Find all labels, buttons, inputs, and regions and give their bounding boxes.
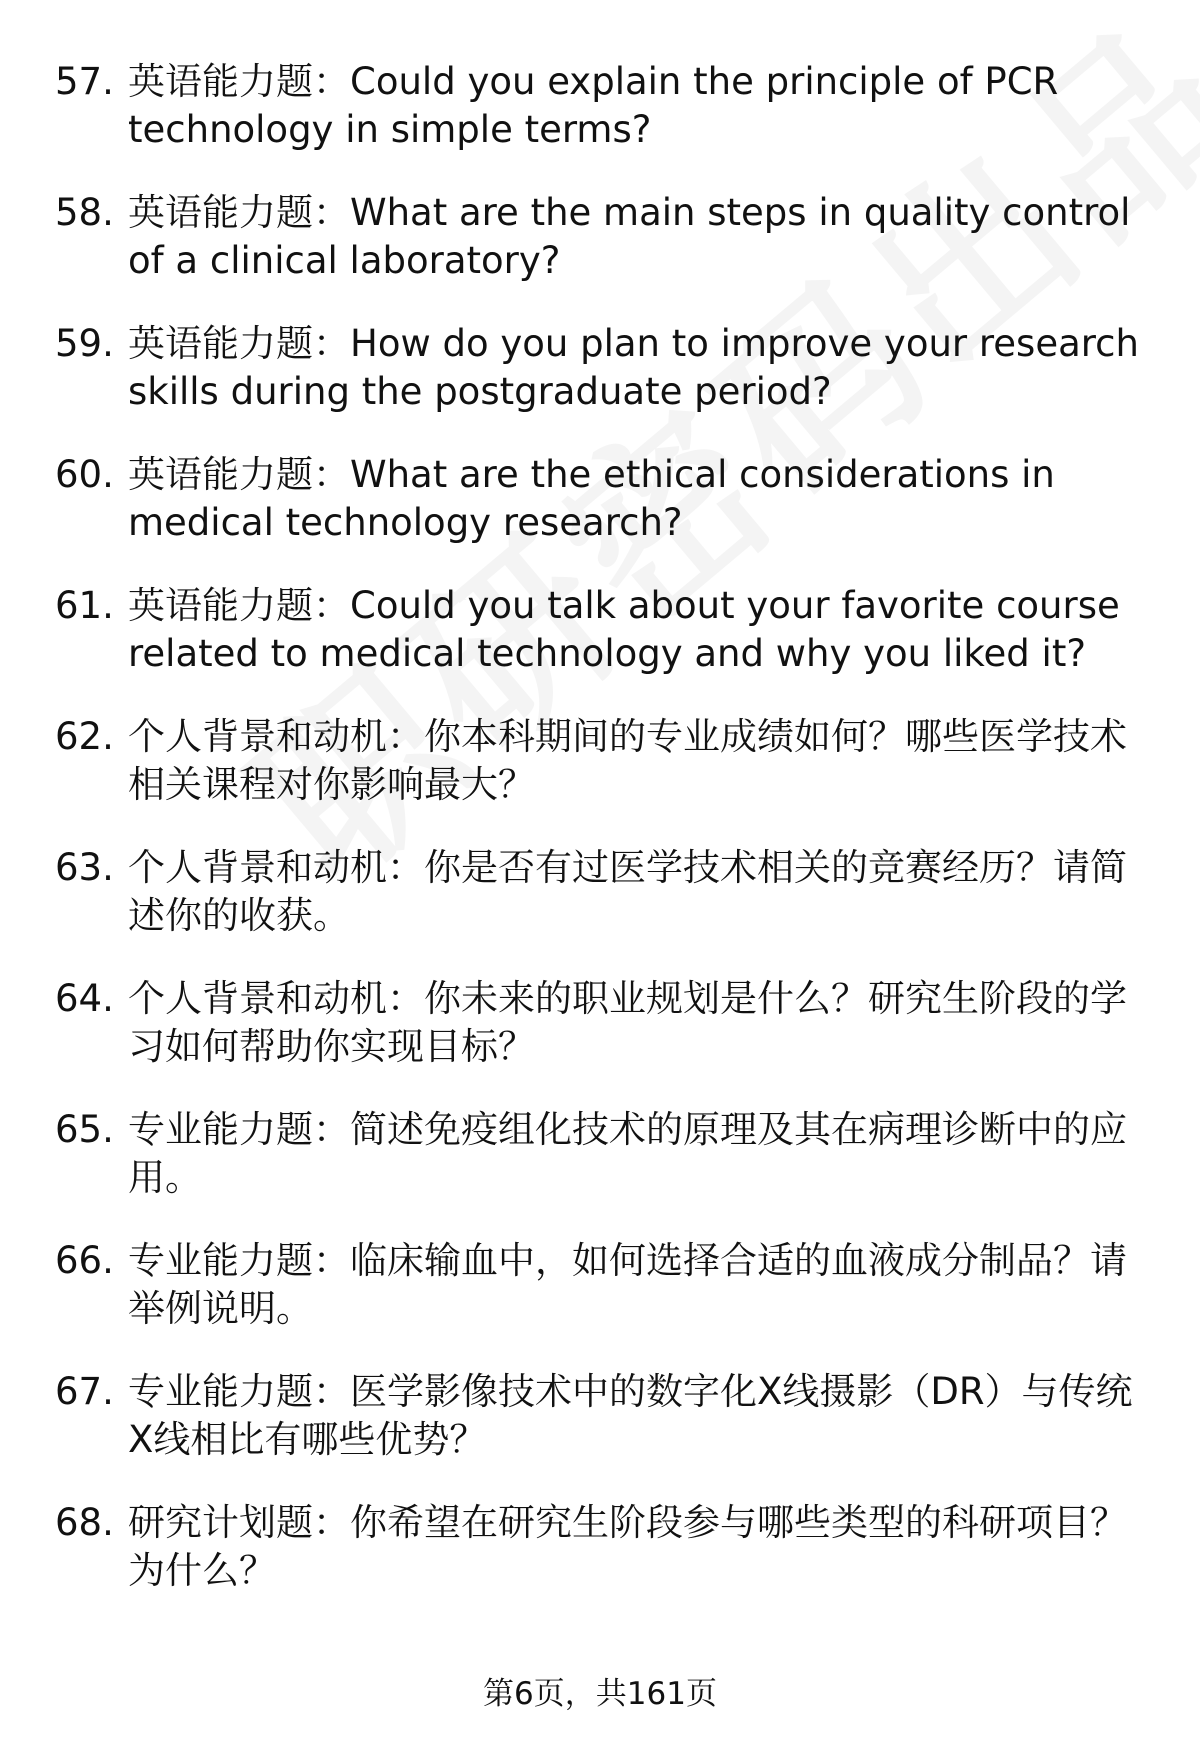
- question-text: 英语能力题：What are the main steps in quality control of a clinical laboratory?: [128, 191, 1131, 282]
- question-text: 专业能力题：医学影像技术中的数字化X线摄影（DR）与传统X线相比有哪些优势？: [128, 1370, 1133, 1461]
- question-text: 个人背景和动机：你是否有过医学技术相关的竞赛经历？请简述你的收获。: [128, 846, 1127, 937]
- question-item: [55, 1106, 1145, 1202]
- question-list: [55, 58, 1145, 1630]
- question-item: [55, 713, 1145, 809]
- question-number: 58.: [55, 191, 114, 234]
- question-number: 66.: [55, 1239, 114, 1282]
- question-number: 68.: [55, 1501, 114, 1544]
- question-item: [55, 189, 1145, 285]
- question-text: 专业能力题：简述免疫组化技术的原理及其在病理诊断中的应用。: [128, 1108, 1127, 1199]
- page-footer: 第6页，共161页: [483, 1676, 717, 1712]
- question-item: [55, 1499, 1145, 1595]
- question-text: 英语能力题：What are the ethical considerations in medical technology research?: [128, 453, 1055, 544]
- question-number: 57.: [55, 60, 114, 103]
- question-number: 59.: [55, 322, 114, 365]
- question-item: [55, 582, 1145, 678]
- question-item: [55, 1237, 1145, 1333]
- question-item: [55, 844, 1145, 940]
- question-item: [55, 1368, 1145, 1464]
- question-item: [55, 451, 1145, 547]
- question-number: 67.: [55, 1370, 114, 1413]
- question-text: 英语能力题：Could you explain the principle of PCR technology in simple terms?: [128, 60, 1059, 151]
- question-text: 个人背景和动机：你本科期间的专业成绩如何？哪些医学技术相关课程对你影响最大？: [128, 715, 1127, 806]
- question-text: 英语能力题：How do you plan to improve your research skills during the postgraduate period?: [128, 322, 1139, 413]
- question-number: 60.: [55, 453, 114, 496]
- question-text: 研究计划题：你希望在研究生阶段参与哪些类型的科研项目？为什么？: [128, 1501, 1127, 1592]
- question-item: [55, 58, 1145, 154]
- question-text: 专业能力题：临床输血中，如何选择合适的血液成分制品？请举例说明。: [128, 1239, 1127, 1330]
- question-number: 64.: [55, 977, 114, 1020]
- question-number: 63.: [55, 846, 114, 889]
- question-number: 62.: [55, 715, 114, 758]
- question-number: 65.: [55, 1108, 114, 1151]
- question-text: 个人背景和动机：你未来的职业规划是什么？研究生阶段的学习如何帮助你实现目标？: [128, 977, 1127, 1068]
- question-text: 英语能力题：Could you talk about your favorite course related to medical technology and why you liked it?: [128, 584, 1120, 675]
- question-item: [55, 975, 1145, 1071]
- question-number: 61.: [55, 584, 114, 627]
- question-item: [55, 320, 1145, 416]
